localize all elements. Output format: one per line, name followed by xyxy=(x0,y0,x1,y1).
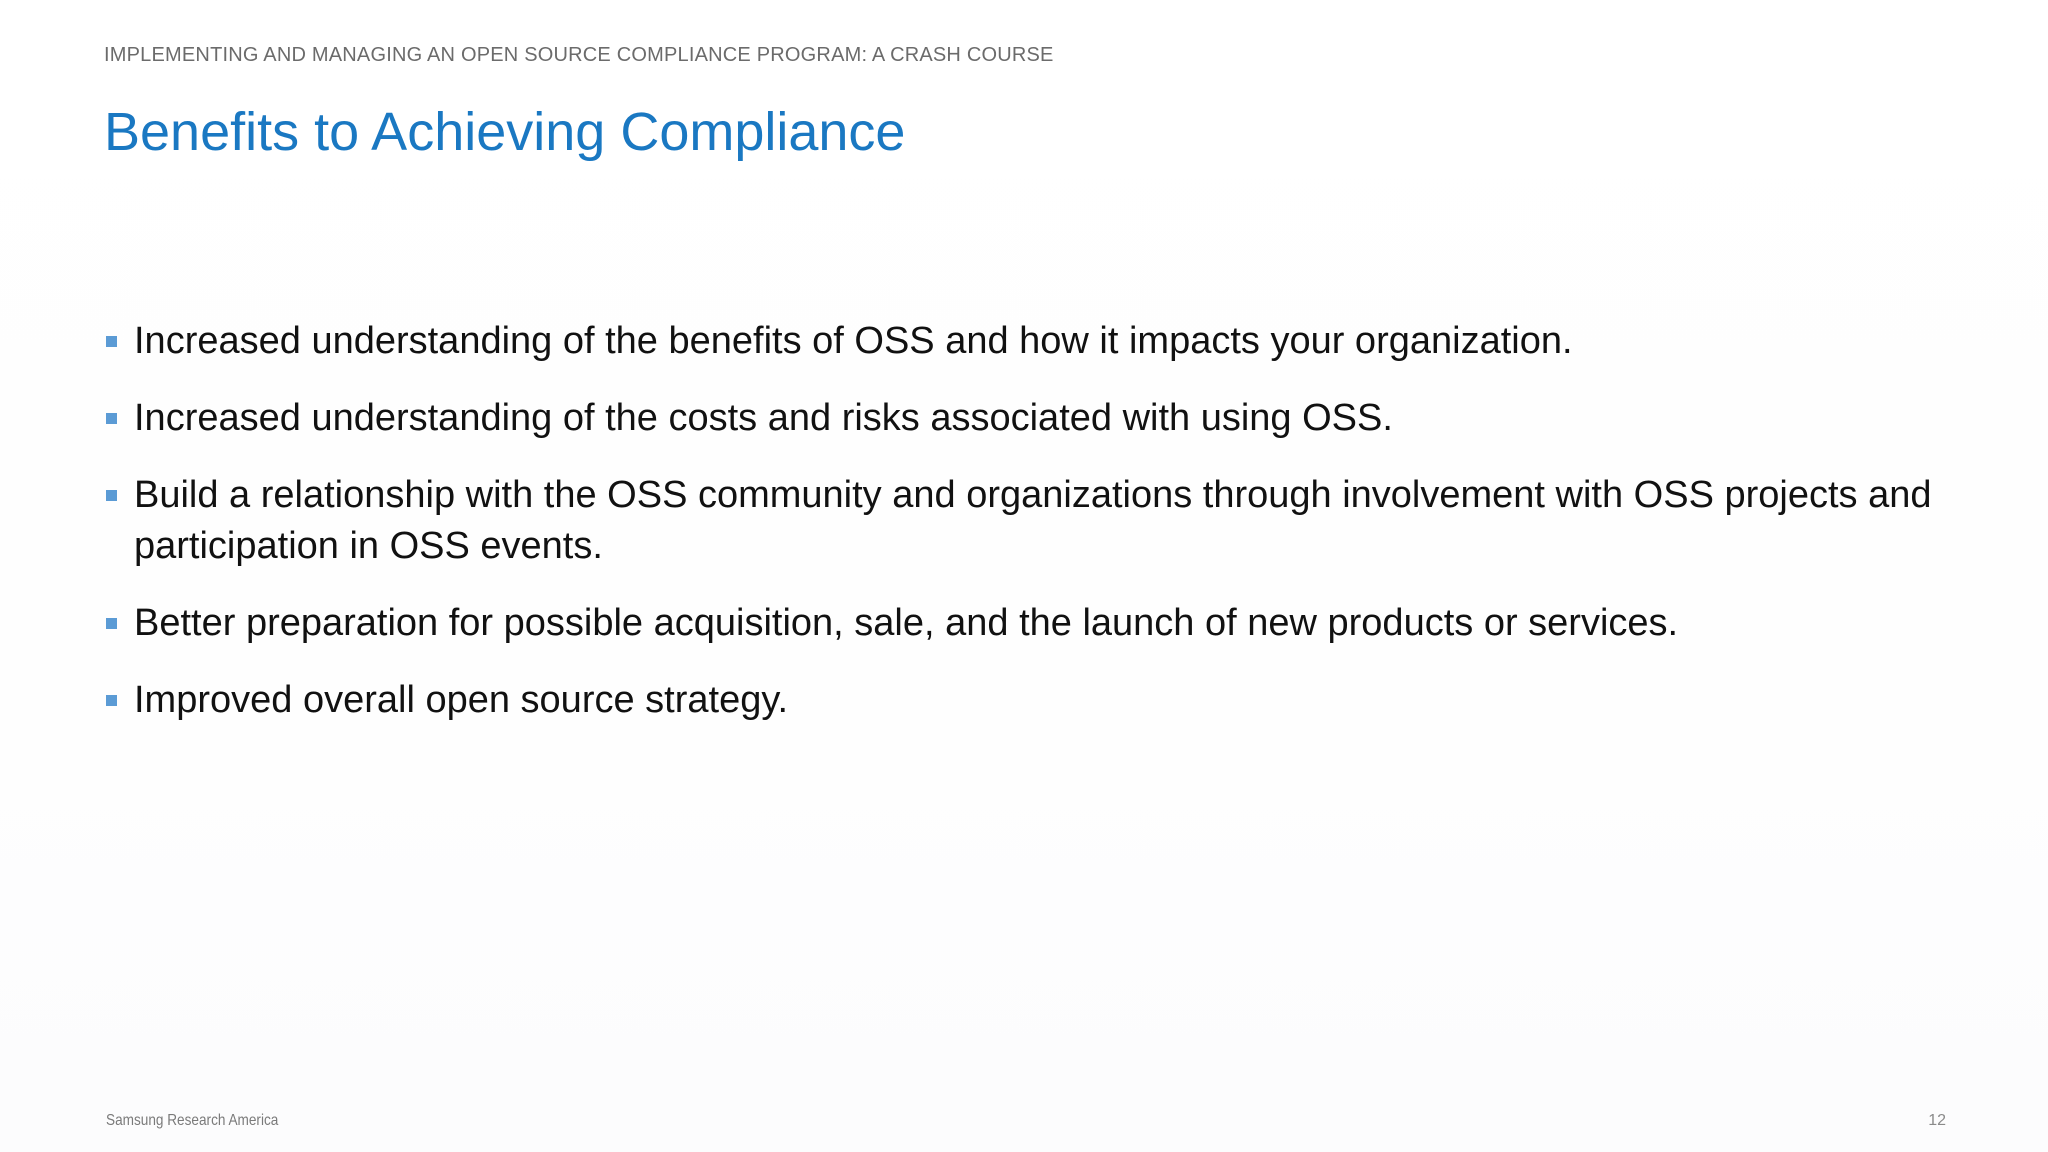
page-number: 12 xyxy=(1928,1112,1946,1129)
bullet-text: Increased understanding of the benefits of OSS and how it impacts your organization. xyxy=(134,320,1573,362)
bullet-text: Build a relationship with the OSS community and organizations through involvement with OSS projects and participation in OSS events. xyxy=(134,474,1932,567)
header-caption: IMPLEMENTING AND MANAGING AN OPEN SOURCE COMPLIANCE PROGRAM: A CRASH COURSE xyxy=(104,44,1054,66)
square-bullet-icon xyxy=(106,490,117,501)
bullet-item xyxy=(104,316,1964,367)
square-bullet-icon xyxy=(106,695,117,706)
bullet-item xyxy=(104,675,1964,726)
square-bullet-icon xyxy=(106,618,117,629)
bullet-item xyxy=(104,393,1964,444)
square-bullet-icon xyxy=(106,413,117,424)
bullet-text: Better preparation for possible acquisition, sale, and the launch of new products or services. xyxy=(134,602,1679,644)
slide-title: Benefits to Achieving Compliance xyxy=(104,102,906,162)
footer-organization: Samsung Research America xyxy=(106,1112,279,1129)
bullet-list xyxy=(104,316,1964,752)
bullet-text: Improved overall open source strategy. xyxy=(134,679,789,721)
bullet-text: Increased understanding of the costs and risks associated with using OSS. xyxy=(134,397,1393,439)
square-bullet-icon xyxy=(106,336,117,347)
bullet-item xyxy=(104,470,1964,572)
bullet-item xyxy=(104,598,1964,649)
